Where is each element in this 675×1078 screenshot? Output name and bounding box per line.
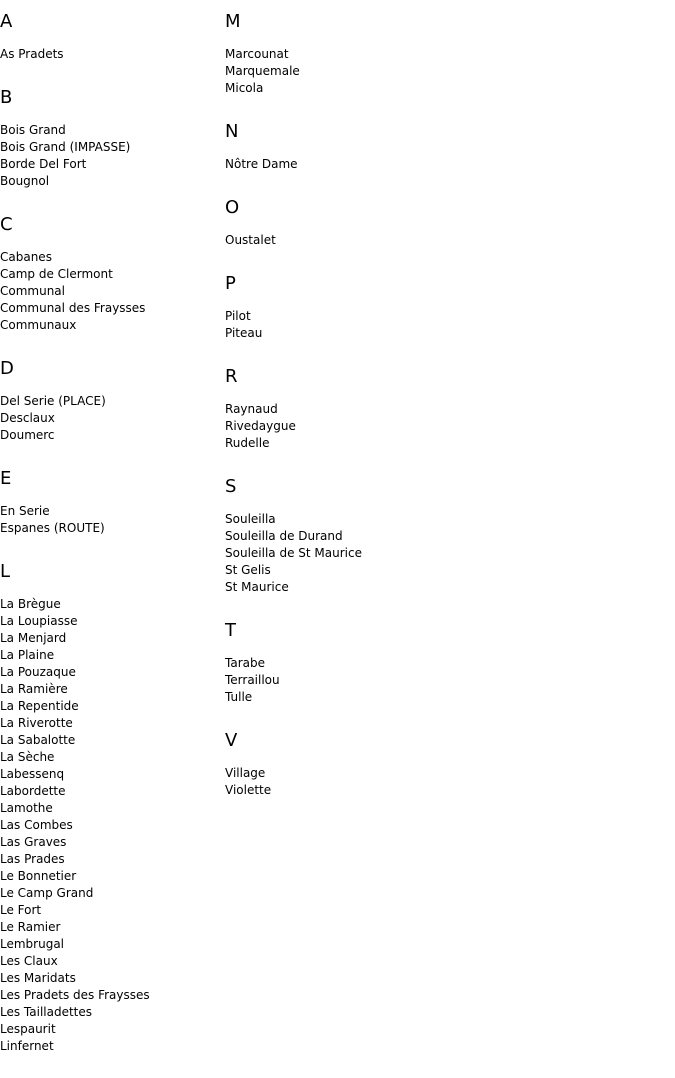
street-link[interactable]: Tulle	[225, 690, 253, 704]
letter-section-n	[225, 120, 675, 173]
street-link[interactable]: Rudelle	[225, 436, 270, 450]
letter-heading: N	[225, 121, 239, 142]
street-link[interactable]: Las Combes	[0, 818, 73, 832]
letter-section-d	[0, 357, 225, 444]
letter-section-e	[0, 467, 225, 537]
street-link[interactable]: Del Serie (PLACE)	[0, 394, 106, 408]
street-link[interactable]: Nôtre Dame	[225, 157, 298, 171]
street-link[interactable]: Village	[225, 766, 266, 780]
street-link[interactable]: Borde Del Fort	[0, 157, 87, 171]
letter-section-a	[0, 10, 225, 63]
street-link[interactable]: Piteau	[225, 326, 263, 340]
street-link[interactable]: Pilot	[225, 309, 251, 323]
street-link[interactable]: Communaux	[0, 318, 77, 332]
street-link[interactable]: Linfernet	[0, 1039, 54, 1053]
street-link[interactable]: La Repentide	[0, 699, 79, 713]
letter-heading: P	[225, 273, 236, 294]
street-link[interactable]: Les Claux	[0, 954, 58, 968]
letter-section-r	[225, 365, 675, 452]
street-link[interactable]: La Ramière	[0, 682, 68, 696]
letter-section-m	[225, 10, 675, 97]
street-link[interactable]: Tarabe	[225, 656, 265, 670]
street-link[interactable]: La Pouzaque	[0, 665, 76, 679]
letter-heading: L	[0, 561, 11, 582]
letter-heading: B	[0, 87, 13, 108]
street-link[interactable]: As Pradets	[0, 47, 64, 61]
letter-section-o	[225, 196, 675, 249]
street-link[interactable]: Bois Grand	[0, 123, 66, 137]
street-link[interactable]: Les Pradets des Fraysses	[0, 988, 150, 1002]
street-link[interactable]: La Riverotte	[0, 716, 73, 730]
street-link[interactable]: Souleilla de St Maurice	[225, 546, 362, 560]
letter-heading: A	[0, 11, 13, 32]
street-link[interactable]: Lespaurit	[0, 1022, 56, 1036]
street-link[interactable]: Lembrugal	[0, 937, 65, 951]
letter-heading: C	[0, 214, 13, 235]
street-link[interactable]: Raynaud	[225, 402, 278, 416]
street-link[interactable]: La Sabalotte	[0, 733, 76, 747]
street-link[interactable]: Communal des Fraysses	[0, 301, 146, 315]
street-link[interactable]: En Serie	[0, 504, 50, 518]
letter-section-t	[225, 619, 675, 706]
street-index-left-column	[0, 0, 225, 1078]
street-link[interactable]: Desclaux	[0, 411, 55, 425]
letter-heading: O	[225, 197, 240, 218]
street-link[interactable]: Les Maridats	[0, 971, 76, 985]
street-link[interactable]: Oustalet	[225, 233, 276, 247]
street-link[interactable]: La Plaine	[0, 648, 55, 662]
letter-heading: S	[225, 476, 237, 497]
street-link[interactable]: La Sèche	[0, 750, 55, 764]
letter-section-v	[225, 729, 675, 799]
street-link[interactable]: Cabanes	[0, 250, 52, 264]
street-link[interactable]: Las Graves	[0, 835, 67, 849]
street-link[interactable]: Violette	[225, 783, 272, 797]
street-link[interactable]: Rivedaygue	[225, 419, 296, 433]
street-link[interactable]: La Loupiasse	[0, 614, 78, 628]
letter-section-l	[0, 560, 225, 1055]
letter-heading: T	[225, 620, 236, 641]
street-link[interactable]: Les Tailladettes	[0, 1005, 93, 1019]
street-link[interactable]: Bois Grand (IMPASSE)	[0, 140, 131, 154]
street-link[interactable]: Marquemale	[225, 64, 300, 78]
street-link[interactable]: Le Fort	[0, 903, 42, 917]
street-link[interactable]: Le Bonnetier	[0, 869, 77, 883]
street-link[interactable]: Le Camp Grand	[0, 886, 94, 900]
street-link[interactable]: Bougnol	[0, 174, 50, 188]
street-link[interactable]: Camp de Clermont	[0, 267, 113, 281]
street-link[interactable]: Doumerc	[0, 428, 55, 442]
street-link[interactable]: Labessenq	[0, 767, 65, 781]
street-link[interactable]: Lamothe	[0, 801, 53, 815]
street-link[interactable]: Labordette	[0, 784, 66, 798]
letter-heading: D	[0, 358, 14, 379]
street-link[interactable]: Communal	[0, 284, 65, 298]
letter-heading: E	[0, 468, 12, 489]
letter-section-s	[225, 475, 675, 596]
letter-heading: V	[225, 730, 238, 751]
street-index-right-column	[225, 0, 675, 822]
letter-section-p	[225, 272, 675, 342]
street-link[interactable]: Las Prades	[0, 852, 65, 866]
street-link[interactable]: Micola	[225, 81, 264, 95]
street-link[interactable]: Marcounat	[225, 47, 289, 61]
street-link[interactable]: Espanes (ROUTE)	[0, 521, 105, 535]
street-link[interactable]: St Maurice	[225, 580, 289, 594]
letter-section-b	[0, 86, 225, 190]
street-link[interactable]: Souleilla	[225, 512, 276, 526]
letter-heading: R	[225, 366, 238, 387]
letter-heading: M	[225, 11, 241, 32]
street-link[interactable]: La Menjard	[0, 631, 67, 645]
street-link[interactable]: Souleilla de Durand	[225, 529, 343, 543]
street-link[interactable]: Terraillou	[225, 673, 280, 687]
street-link[interactable]: St Gelis	[225, 563, 271, 577]
street-link[interactable]: La Brègue	[0, 597, 61, 611]
letter-section-c	[0, 213, 225, 334]
street-link[interactable]: Le Ramier	[0, 920, 61, 934]
